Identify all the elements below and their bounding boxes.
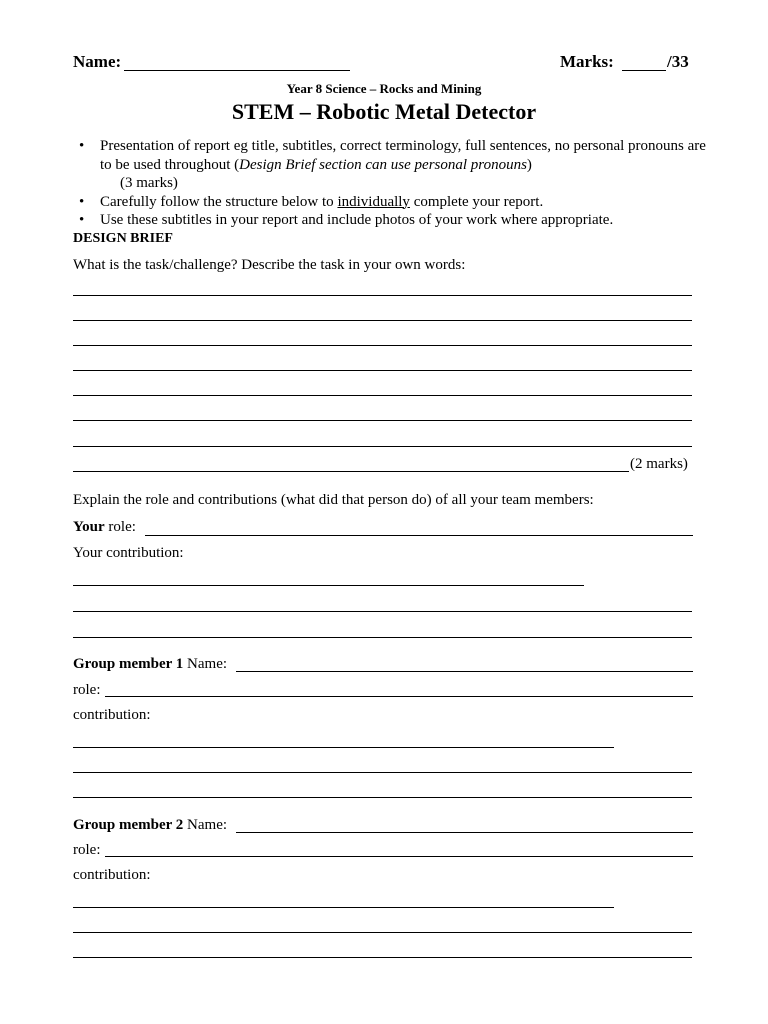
- contribution-line[interactable]: [73, 747, 614, 748]
- answer-line[interactable]: [73, 320, 692, 321]
- member-2-role-field[interactable]: [105, 856, 693, 857]
- member-2-contribution-label: contribution:: [73, 867, 151, 883]
- contribution-line[interactable]: [73, 772, 692, 773]
- design-brief-question: What is the task/challenge? Describe the task in your own words:: [73, 257, 466, 273]
- group-member-1-label: Group member 1: [73, 656, 184, 672]
- your-label: Your: [73, 519, 105, 535]
- instruction-text: complete your report.: [409, 193, 544, 210]
- instruction-item: [73, 137, 713, 193]
- name-label: Name:: [73, 52, 122, 71]
- instruction-item: [73, 193, 713, 212]
- marks-field[interactable]: [622, 52, 666, 71]
- member-1-role-label: role:: [73, 682, 101, 698]
- answer-line[interactable]: [73, 420, 692, 421]
- team-prompt: Explain the role and contributions (what did that person do) of all your team members:: [73, 492, 594, 508]
- contribution-line[interactable]: [73, 585, 584, 586]
- instruction-close: ): [526, 156, 532, 173]
- your-role-label: role:: [104, 519, 136, 535]
- answer-line[interactable]: [73, 295, 692, 296]
- contribution-line[interactable]: [73, 957, 692, 958]
- answer-line[interactable]: [73, 446, 692, 447]
- member-1-contribution-label: contribution:: [73, 707, 151, 723]
- instruction-list: [73, 137, 713, 230]
- bullet-icon: •: [79, 212, 85, 228]
- name-field[interactable]: [124, 52, 350, 71]
- bullet-icon: •: [79, 193, 85, 210]
- your-role-field[interactable]: [145, 535, 693, 536]
- instruction-text: Use these subtitles in your report and include photos of your work where appropriate.: [100, 212, 614, 228]
- design-brief-marks: (2 marks): [630, 456, 688, 472]
- contribution-line[interactable]: [73, 907, 614, 908]
- member-1-name-field[interactable]: [236, 671, 693, 672]
- instruction-text: Carefully follow the structure below to: [100, 193, 338, 210]
- contribution-line[interactable]: [73, 637, 692, 638]
- bullet-icon: •: [79, 138, 85, 154]
- answer-line[interactable]: [73, 395, 692, 396]
- member-1-role-field[interactable]: [105, 696, 693, 697]
- marks-total: /33: [667, 52, 689, 71]
- member-name-label: Name:: [183, 817, 228, 833]
- instruction-text: Presentation of report eg title, subtitles, correct terminology, full sentences, no personal pronouns are to be used throughout (: [100, 138, 706, 173]
- answer-line[interactable]: [73, 345, 692, 346]
- member-name-label: Name:: [183, 656, 228, 672]
- your-contribution-label: Your contribution:: [73, 545, 184, 561]
- answer-line[interactable]: [73, 471, 629, 472]
- answer-line[interactable]: [73, 370, 692, 371]
- marks-label: Marks:: [560, 52, 614, 71]
- group-member-2-label: Group member 2: [73, 817, 184, 833]
- member-2-role-label: role:: [73, 842, 101, 858]
- instruction-item: [73, 211, 713, 230]
- instruction-underlined: individually: [337, 193, 410, 210]
- document-title: STEM – Robotic Metal Detector: [231, 99, 537, 124]
- contribution-line[interactable]: [73, 797, 692, 798]
- member-2-name-field[interactable]: [236, 832, 693, 833]
- design-brief-heading: DESIGN BRIEF: [73, 231, 173, 246]
- instruction-italic: Design Brief section can use personal pronouns: [239, 156, 527, 173]
- document-subtitle: Year 8 Science – Rocks and Mining: [286, 81, 482, 96]
- instruction-marks: (3 marks): [120, 175, 178, 191]
- contribution-line[interactable]: [73, 611, 692, 612]
- contribution-line[interactable]: [73, 932, 692, 933]
